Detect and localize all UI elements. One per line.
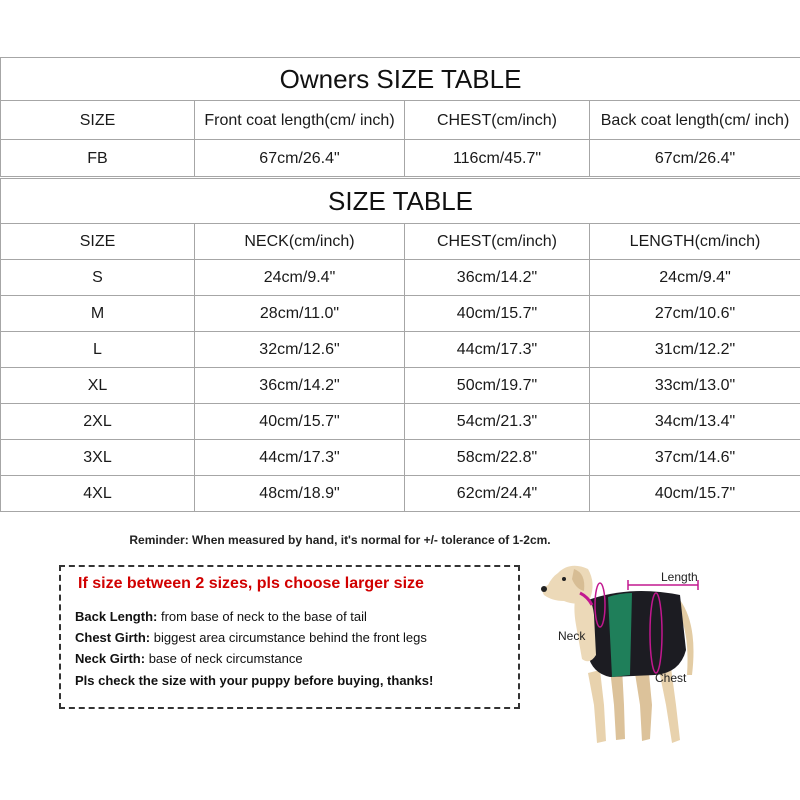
table-cell: 44cm/17.3" (195, 440, 405, 476)
table-cell: 24cm/9.4" (195, 260, 405, 296)
neck-label: Neck (558, 629, 586, 643)
table-cell: 40cm/15.7" (590, 476, 800, 512)
header-cell: Back coat length(cm/ inch) (590, 101, 800, 140)
table-cell: 36cm/14.2" (195, 368, 405, 404)
reminder-text: Reminder: When measured by hand, it's normal for +/- tolerance of 1-2cm. (129, 533, 551, 547)
table-cell: 34cm/13.4" (590, 404, 800, 440)
table-cell: 40cm/15.7" (195, 404, 405, 440)
table-cell: 67cm/26.4" (195, 140, 405, 177)
table-row (1, 260, 800, 296)
chest-girth-note (75, 630, 427, 645)
table-cell: 40cm/15.7" (405, 296, 590, 332)
table-row (1, 404, 800, 440)
table-row (1, 332, 800, 368)
table-cell: XL (1, 368, 195, 404)
table-row (1, 140, 800, 177)
table-row (1, 296, 800, 332)
table-cell: 2XL (1, 404, 195, 440)
back-length-label: Back Length: (75, 609, 158, 624)
table-cell: FB (1, 140, 195, 177)
size-warning: If size between 2 sizes, pls choose larger size (78, 575, 424, 592)
neck-girth-text: base of neck circumstance (145, 651, 303, 666)
chest-girth-text: biggest area circumstance behind the front legs (150, 630, 427, 645)
back-length-note (75, 609, 367, 624)
table-cell: 32cm/12.6" (195, 332, 405, 368)
owners-table-title: Owners SIZE TABLE (1, 58, 800, 101)
table-header-row (1, 224, 800, 260)
table-row (1, 440, 800, 476)
table-cell: 33cm/13.0" (590, 368, 800, 404)
owners-size-table (0, 57, 800, 177)
header-cell: CHEST(cm/inch) (405, 101, 590, 140)
table-cell: 58cm/22.8" (405, 440, 590, 476)
dog-measurement-illustration (530, 555, 720, 755)
table-cell: 24cm/9.4" (590, 260, 800, 296)
table-cell: 48cm/18.9" (195, 476, 405, 512)
table-cell: 3XL (1, 440, 195, 476)
header-cell: CHEST(cm/inch) (405, 224, 590, 260)
table-cell: 37cm/14.6" (590, 440, 800, 476)
chest-girth-label: Chest Girth: (75, 630, 151, 645)
table-row (1, 476, 800, 512)
table-cell: L (1, 332, 195, 368)
table-cell: 36cm/14.2" (405, 260, 590, 296)
table-cell: 44cm/17.3" (405, 332, 590, 368)
table-cell: S (1, 260, 195, 296)
neck-girth-label: Neck Girth: (75, 651, 146, 666)
dog-icon (541, 566, 694, 743)
length-label: Length (661, 570, 698, 584)
header-cell: SIZE (1, 224, 195, 260)
chest-label: Chest (655, 671, 687, 685)
header-cell: NECK(cm/inch) (195, 224, 405, 260)
header-cell: LENGTH(cm/inch) (590, 224, 800, 260)
table-row (1, 368, 800, 404)
table-cell: 27cm/10.6" (590, 296, 800, 332)
neck-girth-note (75, 651, 303, 666)
size-table-title: SIZE TABLE (1, 179, 800, 224)
back-length-text: from base of neck to the base of tail (157, 609, 367, 624)
reminder-note (0, 533, 800, 547)
table-cell: 67cm/26.4" (590, 140, 800, 177)
table-cell: 62cm/24.4" (405, 476, 590, 512)
table-cell: 28cm/11.0" (195, 296, 405, 332)
table-cell: 50cm/19.7" (405, 368, 590, 404)
table-cell: 54cm/21.3" (405, 404, 590, 440)
table-cell: 116cm/45.7" (405, 140, 590, 177)
header-cell: SIZE (1, 101, 195, 140)
table-cell: M (1, 296, 195, 332)
size-table (0, 178, 800, 512)
table-cell: 4XL (1, 476, 195, 512)
check-size-note (75, 673, 433, 688)
header-cell: Front coat length(cm/ inch) (195, 101, 405, 140)
check-size-text: Pls check the size with your puppy before buying, thanks! (75, 673, 434, 688)
table-cell: 31cm/12.2" (590, 332, 800, 368)
table-header-row (1, 101, 800, 140)
size-notes-box (59, 565, 520, 709)
